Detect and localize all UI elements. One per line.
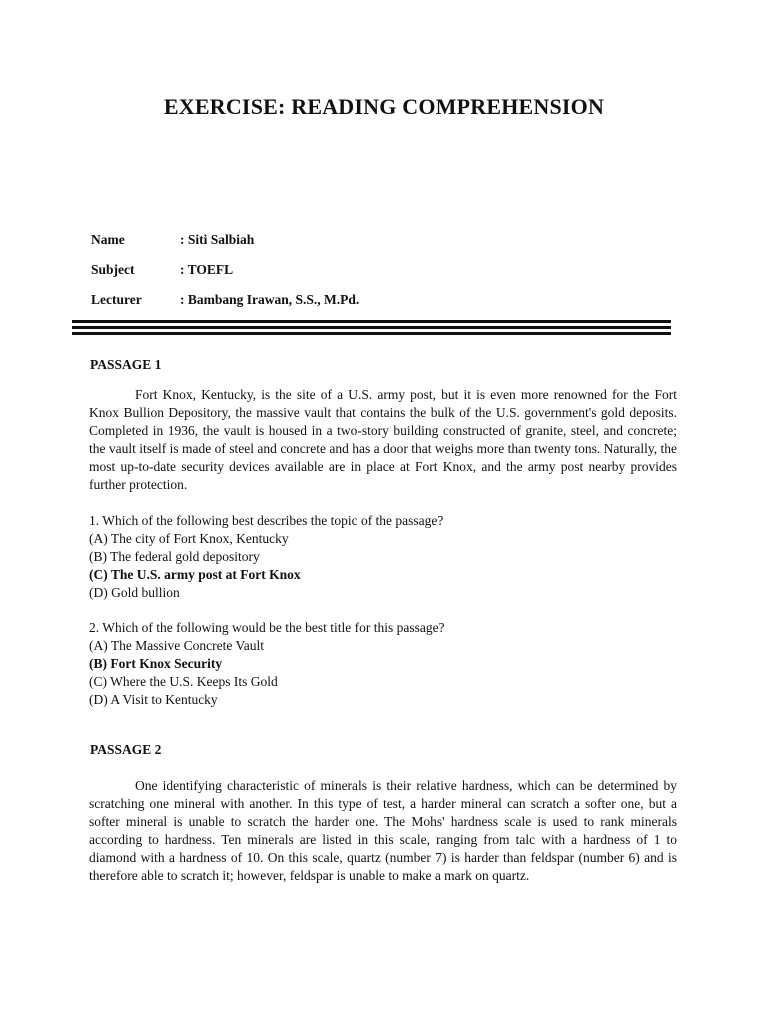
divider-line — [72, 332, 671, 335]
subject-value: : TOEFL — [180, 262, 234, 277]
question-2 — [89, 619, 679, 709]
question-1-option-b: (B) The federal gold depository — [89, 549, 260, 564]
question-1-option-c: (C) The U.S. army post at Fort Knox — [89, 567, 301, 582]
question-1-option-a: (A) The city of Fort Knox, Kentucky — [89, 531, 289, 546]
question-2-option-c: (C) Where the U.S. Keeps Its Gold — [89, 674, 278, 689]
passage-1-text: Fort Knox, Kentucky, is the site of a U.S. army post, but it is even more renowned for the Fort Knox Bullion Depository, the massive vault that contains the bulk of the U.S. government's gold deposits. Completed in 1936, the vault is housed in a two-story building constructed of granite, steel, and concrete; the vault itself is made of steel and concrete and has a door that weighs more than twenty tons. Naturally, the most up-to-date security devices available are in place at Fort Knox, and the army post nearby provides further protection. — [89, 387, 677, 492]
question-1-option-d: (D) Gold bullion — [89, 585, 180, 600]
lecturer-row — [91, 292, 359, 322]
question-1 — [89, 512, 679, 602]
question-2-option-d: (D) A Visit to Kentucky — [89, 692, 218, 707]
page-title: EXERCISE: READING COMPREHENSION — [163, 94, 605, 119]
question-2-option-a: (A) The Massive Concrete Vault — [89, 638, 264, 653]
subject-label: Subject — [91, 262, 135, 277]
passage-1-heading: PASSAGE 1 — [90, 357, 162, 372]
question-2-option-b: (B) Fort Knox Security — [89, 656, 223, 671]
divider-line — [72, 326, 671, 329]
header-divider — [72, 320, 671, 338]
lecturer-value: : Bambang Irawan, S.S., M.Pd. — [180, 292, 360, 307]
name-label: Name — [91, 232, 125, 247]
question-1-text: 1. Which of the following best describes the topic of the passage? — [89, 513, 444, 528]
lecturer-label: Lecturer — [91, 292, 142, 307]
divider-line — [72, 320, 671, 323]
passage-2-text: One identifying characteristic of minerals is their relative hardness, which can be determined by scratching one mineral with another. In this type of test, a harder mineral can scratch a softer one, but a softer mineral is unable to scratch the harder one. The Mohs' hardness scale is used to rank minerals according to hardness. Ten minerals are listed in this scale, ranging from talc with a hardness of 1 to diamond with a hardness of 10. On this scale, quartz (number 7) is harder than feldspar (number 6) and is therefore able to scratch it; however, feldspar is unable to make a mark on quartz. — [89, 778, 677, 883]
question-2-text: 2. Which of the following would be the best title for this passage? — [89, 620, 445, 635]
subject-row — [91, 262, 359, 292]
name-value: : Siti Salbiah — [180, 232, 255, 247]
name-row — [91, 232, 359, 262]
passage-2-heading: PASSAGE 2 — [90, 742, 162, 757]
student-info — [91, 232, 359, 322]
